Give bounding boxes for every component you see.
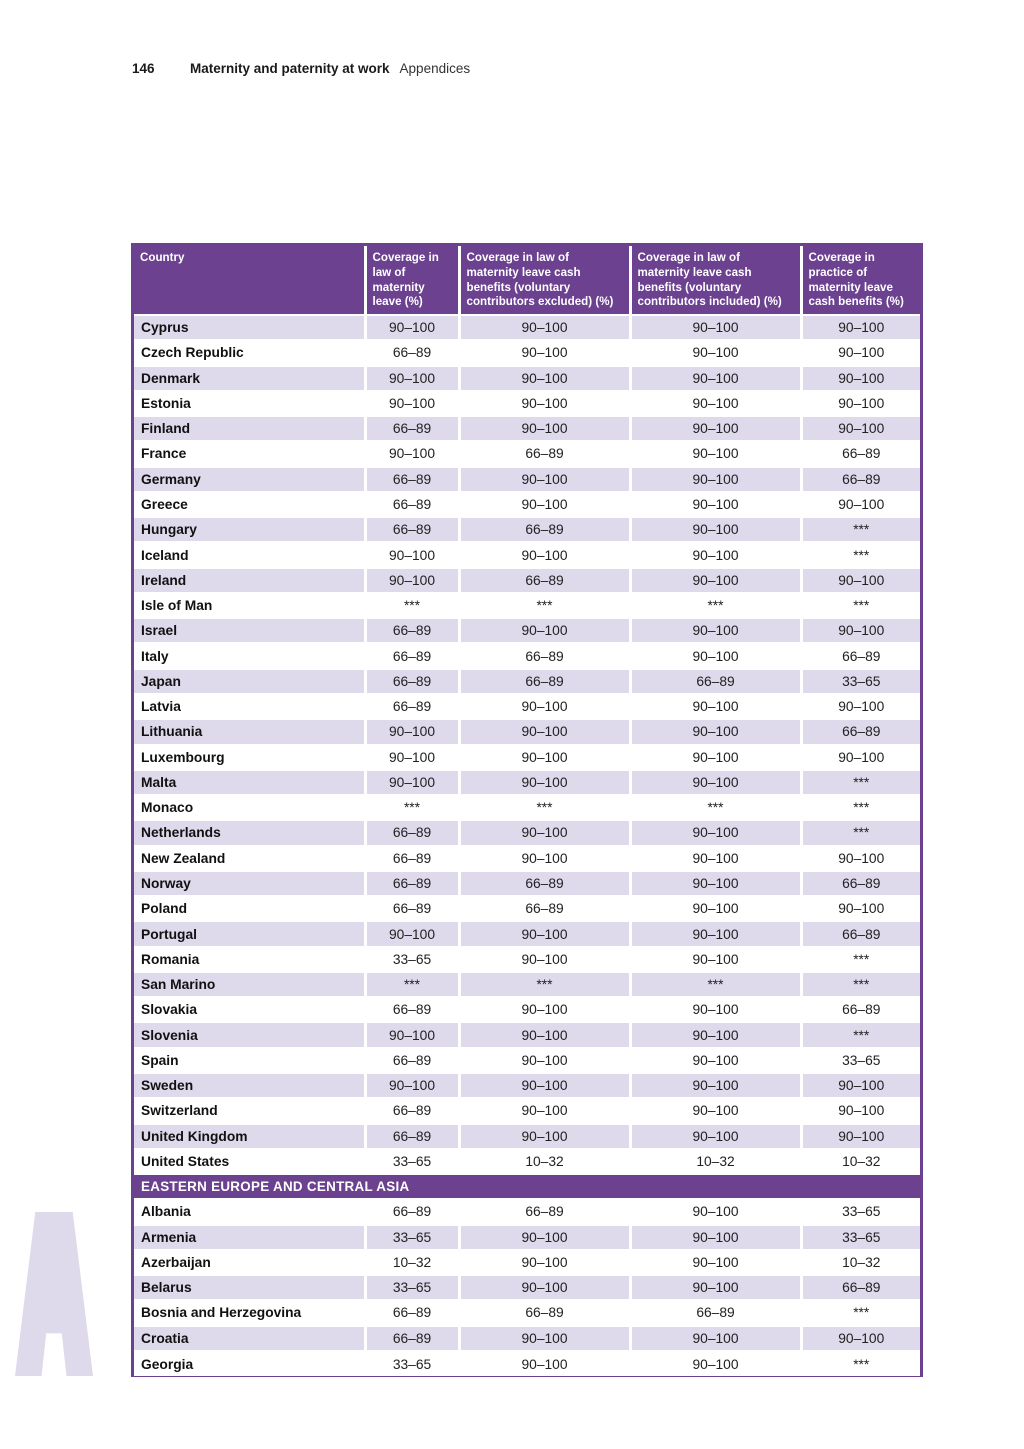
table-row [134, 921, 920, 946]
country-cell: Romania [134, 947, 365, 972]
table-row [134, 1225, 920, 1250]
country-cell: United States [134, 1149, 365, 1174]
coverage-law-leave-cell: 10–32 [365, 1250, 459, 1275]
coverage-practice-benefits-cell: 66–89 [801, 643, 920, 668]
coverage-law-benefits-excluded-cell: 90–100 [459, 492, 630, 517]
coverage-law-benefits-excluded-cell: *** [459, 795, 630, 820]
table-row [134, 947, 920, 972]
table-row [134, 669, 920, 694]
coverage-law-leave-cell: 66–89 [365, 997, 459, 1022]
coverage-law-benefits-included-cell: 90–100 [630, 441, 801, 466]
coverage-law-leave-cell: *** [365, 972, 459, 997]
coverage-law-leave-cell: 66–89 [365, 820, 459, 845]
coverage-practice-benefits-cell: 33–65 [801, 1225, 920, 1250]
country-cell: New Zealand [134, 846, 365, 871]
coverage-law-leave-cell: 90–100 [365, 542, 459, 567]
appendix-letter-graphic [15, 1212, 93, 1376]
country-cell: Poland [134, 896, 365, 921]
country-cell: Israel [134, 618, 365, 643]
table-row [134, 1073, 920, 1098]
table-row [134, 1351, 920, 1376]
coverage-law-leave-cell: 90–100 [365, 1073, 459, 1098]
country-cell: Iceland [134, 542, 365, 567]
coverage-law-benefits-excluded-cell: *** [459, 972, 630, 997]
table-row [134, 846, 920, 871]
section-name: Appendices [399, 61, 471, 76]
coverage-law-leave-cell: 66–89 [365, 1048, 459, 1073]
coverage-law-benefits-excluded-cell: 90–100 [459, 1351, 630, 1376]
coverage-law-benefits-included-cell: 90–100 [630, 492, 801, 517]
table-row [134, 795, 920, 820]
coverage-law-benefits-excluded-cell: 66–89 [459, 871, 630, 896]
coverage-practice-benefits-cell: *** [801, 795, 920, 820]
coverage-law-benefits-excluded-cell: 90–100 [459, 315, 630, 340]
table-row [134, 643, 920, 668]
coverage-law-leave-cell: 90–100 [365, 568, 459, 593]
country-cell: Azerbaijan [134, 1250, 365, 1275]
table-body [134, 315, 920, 1376]
coverage-law-leave-cell: 90–100 [365, 391, 459, 416]
coverage-law-benefits-excluded-cell: 66–89 [459, 1199, 630, 1224]
coverage-law-benefits-included-cell: 90–100 [630, 694, 801, 719]
coverage-practice-benefits-cell: 33–65 [801, 1048, 920, 1073]
coverage-law-leave-cell: 66–89 [365, 1098, 459, 1123]
coverage-law-benefits-excluded-cell: 66–89 [459, 441, 630, 466]
coverage-law-benefits-excluded-cell: 90–100 [459, 391, 630, 416]
coverage-law-leave-cell: 66–89 [365, 1199, 459, 1224]
coverage-law-benefits-included-cell: 90–100 [630, 366, 801, 391]
coverage-law-benefits-included-cell: 90–100 [630, 618, 801, 643]
coverage-law-benefits-included-cell: 90–100 [630, 846, 801, 871]
country-cell: Denmark [134, 366, 365, 391]
country-cell: Slovenia [134, 1022, 365, 1047]
coverage-practice-benefits-cell: 90–100 [801, 1073, 920, 1098]
coverage-law-benefits-included-cell: 90–100 [630, 871, 801, 896]
country-cell: Croatia [134, 1326, 365, 1351]
table-row [134, 416, 920, 441]
coverage-law-leave-cell: 66–89 [365, 694, 459, 719]
table-row [134, 972, 920, 997]
country-cell: Hungary [134, 517, 365, 542]
coverage-law-benefits-included-cell: 90–100 [630, 1098, 801, 1123]
header-coverage-law-benefits-included: Coverage in law of maternity leave cash benefits (voluntary contributors included) (%) [630, 246, 801, 315]
coverage-law-benefits-included-cell: 90–100 [630, 921, 801, 946]
coverage-law-benefits-included-cell: 90–100 [630, 391, 801, 416]
coverage-law-benefits-excluded-cell: 90–100 [459, 1275, 630, 1300]
coverage-law-benefits-included-cell: 90–100 [630, 517, 801, 542]
header-coverage-practice-benefits: Coverage in practice of maternity leave cash benefits (%) [801, 246, 920, 315]
coverage-law-leave-cell: 66–89 [365, 618, 459, 643]
country-cell: Germany [134, 467, 365, 492]
country-cell: Italy [134, 643, 365, 668]
coverage-law-benefits-excluded-cell: 66–89 [459, 896, 630, 921]
coverage-law-leave-cell: 66–89 [365, 467, 459, 492]
coverage-practice-benefits-cell: 90–100 [801, 694, 920, 719]
table-row [134, 1124, 920, 1149]
country-cell: Luxembourg [134, 745, 365, 770]
table-row [134, 896, 920, 921]
coverage-practice-benefits-cell: 90–100 [801, 315, 920, 340]
coverage-law-leave-cell: 33–65 [365, 1149, 459, 1174]
coverage-law-benefits-included-cell: 90–100 [630, 315, 801, 340]
coverage-practice-benefits-cell: 90–100 [801, 340, 920, 365]
coverage-law-benefits-included-cell: 90–100 [630, 416, 801, 441]
table-row [134, 315, 920, 340]
country-cell: Sweden [134, 1073, 365, 1098]
coverage-law-benefits-excluded-cell: 10–32 [459, 1149, 630, 1174]
coverage-law-benefits-included-cell: 10–32 [630, 1149, 801, 1174]
coverage-practice-benefits-cell: 90–100 [801, 366, 920, 391]
table-row [134, 1275, 920, 1300]
coverage-law-leave-cell: 90–100 [365, 719, 459, 744]
coverage-law-benefits-included-cell: 90–100 [630, 719, 801, 744]
coverage-law-benefits-included-cell: 90–100 [630, 997, 801, 1022]
table-row [134, 391, 920, 416]
coverage-law-benefits-included-cell: 90–100 [630, 568, 801, 593]
coverage-law-benefits-excluded-cell: 90–100 [459, 820, 630, 845]
coverage-law-benefits-included-cell: 90–100 [630, 467, 801, 492]
coverage-practice-benefits-cell: *** [801, 542, 920, 567]
country-cell: Belarus [134, 1275, 365, 1300]
coverage-practice-benefits-cell: 66–89 [801, 997, 920, 1022]
coverage-law-benefits-excluded-cell: 90–100 [459, 947, 630, 972]
coverage-law-leave-cell: 33–65 [365, 1275, 459, 1300]
region-label: EASTERN EUROPE AND CENTRAL ASIA [134, 1174, 920, 1199]
coverage-law-benefits-excluded-cell: 66–89 [459, 643, 630, 668]
coverage-practice-benefits-cell: 90–100 [801, 1326, 920, 1351]
coverage-practice-benefits-cell: *** [801, 1351, 920, 1376]
country-cell: Netherlands [134, 820, 365, 845]
coverage-law-benefits-included-cell: 90–100 [630, 820, 801, 845]
coverage-law-benefits-included-cell: 90–100 [630, 542, 801, 567]
country-cell: Norway [134, 871, 365, 896]
coverage-practice-benefits-cell: *** [801, 1022, 920, 1047]
coverage-law-benefits-excluded-cell: 90–100 [459, 1098, 630, 1123]
coverage-practice-benefits-cell: *** [801, 1300, 920, 1325]
coverage-practice-benefits-cell: 90–100 [801, 1098, 920, 1123]
coverage-law-leave-cell: 66–89 [365, 416, 459, 441]
coverage-law-leave-cell: 66–89 [365, 669, 459, 694]
coverage-practice-benefits-cell: 90–100 [801, 391, 920, 416]
coverage-practice-benefits-cell: 90–100 [801, 492, 920, 517]
coverage-law-benefits-included-cell: 90–100 [630, 1073, 801, 1098]
coverage-law-benefits-excluded-cell: 90–100 [459, 745, 630, 770]
table-row [134, 366, 920, 391]
coverage-law-benefits-excluded-cell: 90–100 [459, 1022, 630, 1047]
country-cell: Monaco [134, 795, 365, 820]
coverage-law-benefits-excluded-cell: 90–100 [459, 1073, 630, 1098]
table-row [134, 467, 920, 492]
table-row [134, 745, 920, 770]
country-cell: Bosnia and Herzegovina [134, 1300, 365, 1325]
coverage-law-benefits-excluded-cell: 90–100 [459, 997, 630, 1022]
coverage-law-leave-cell: 66–89 [365, 871, 459, 896]
coverage-practice-benefits-cell: 66–89 [801, 719, 920, 744]
table-row [134, 1199, 920, 1224]
coverage-law-benefits-excluded-cell: 90–100 [459, 340, 630, 365]
header-coverage-law-leave: Coverage in law of maternity leave (%) [365, 246, 459, 315]
coverage-practice-benefits-cell: 10–32 [801, 1149, 920, 1174]
coverage-law-benefits-included-cell: 90–100 [630, 643, 801, 668]
coverage-law-leave-cell: 33–65 [365, 947, 459, 972]
coverage-practice-benefits-cell: 90–100 [801, 745, 920, 770]
coverage-law-leave-cell: 66–89 [365, 896, 459, 921]
coverage-practice-benefits-cell: 90–100 [801, 416, 920, 441]
coverage-law-benefits-included-cell: 90–100 [630, 1250, 801, 1275]
coverage-practice-benefits-cell: 66–89 [801, 467, 920, 492]
country-cell: United Kingdom [134, 1124, 365, 1149]
coverage-law-benefits-excluded-cell: 90–100 [459, 618, 630, 643]
coverage-practice-benefits-cell: *** [801, 770, 920, 795]
coverage-law-benefits-excluded-cell: 66–89 [459, 568, 630, 593]
table-row [134, 568, 920, 593]
coverage-practice-benefits-cell: 66–89 [801, 871, 920, 896]
coverage-practice-benefits-cell: *** [801, 820, 920, 845]
country-cell: France [134, 441, 365, 466]
coverage-law-benefits-included-cell: 66–89 [630, 1300, 801, 1325]
coverage-law-benefits-included-cell: 90–100 [630, 1022, 801, 1047]
coverage-practice-benefits-cell: *** [801, 972, 920, 997]
coverage-law-leave-cell: 90–100 [365, 441, 459, 466]
table-row [134, 770, 920, 795]
coverage-law-leave-cell: 66–89 [365, 1124, 459, 1149]
coverage-practice-benefits-cell: 66–89 [801, 921, 920, 946]
coverage-law-leave-cell: *** [365, 795, 459, 820]
table-row [134, 542, 920, 567]
coverage-law-leave-cell: 90–100 [365, 1022, 459, 1047]
coverage-law-benefits-included-cell: 90–100 [630, 1124, 801, 1149]
coverage-law-leave-cell: 33–65 [365, 1225, 459, 1250]
coverage-law-leave-cell: 90–100 [365, 770, 459, 795]
country-cell: Czech Republic [134, 340, 365, 365]
country-cell: Isle of Man [134, 593, 365, 618]
table-row [134, 1149, 920, 1174]
table-row [134, 618, 920, 643]
coverage-practice-benefits-cell: *** [801, 517, 920, 542]
region-header-row [134, 1174, 920, 1199]
country-cell: Spain [134, 1048, 365, 1073]
coverage-law-benefits-excluded-cell: 90–100 [459, 1048, 630, 1073]
coverage-law-benefits-included-cell: 90–100 [630, 1351, 801, 1376]
header-coverage-law-benefits-excluded: Coverage in law of maternity leave cash benefits (voluntary contributors excluded) (%) [459, 246, 630, 315]
table-row [134, 1326, 920, 1351]
coverage-law-benefits-included-cell: 90–100 [630, 1199, 801, 1224]
coverage-practice-benefits-cell: *** [801, 593, 920, 618]
coverage-law-leave-cell: 90–100 [365, 745, 459, 770]
coverage-law-benefits-excluded-cell: 90–100 [459, 467, 630, 492]
table-row [134, 517, 920, 542]
coverage-law-benefits-included-cell: 90–100 [630, 896, 801, 921]
coverage-law-benefits-included-cell: 90–100 [630, 1326, 801, 1351]
coverage-law-leave-cell: *** [365, 593, 459, 618]
table-row [134, 1098, 920, 1123]
coverage-practice-benefits-cell: 10–32 [801, 1250, 920, 1275]
country-cell: San Marino [134, 972, 365, 997]
country-cell: Finland [134, 416, 365, 441]
table-row [134, 694, 920, 719]
coverage-law-benefits-excluded-cell: 90–100 [459, 770, 630, 795]
country-cell: Ireland [134, 568, 365, 593]
coverage-law-benefits-excluded-cell: 90–100 [459, 846, 630, 871]
coverage-practice-benefits-cell: 66–89 [801, 441, 920, 466]
coverage-law-benefits-excluded-cell: 90–100 [459, 921, 630, 946]
coverage-law-leave-cell: 90–100 [365, 366, 459, 391]
coverage-law-benefits-excluded-cell: 90–100 [459, 542, 630, 567]
table-row [134, 340, 920, 365]
country-cell: Armenia [134, 1225, 365, 1250]
coverage-law-benefits-excluded-cell: 66–89 [459, 517, 630, 542]
coverage-law-benefits-included-cell: 90–100 [630, 1275, 801, 1300]
coverage-practice-benefits-cell: 66–89 [801, 1275, 920, 1300]
country-cell: Estonia [134, 391, 365, 416]
table-row [134, 871, 920, 896]
table-row [134, 997, 920, 1022]
coverage-law-benefits-included-cell: 90–100 [630, 745, 801, 770]
table-row [134, 441, 920, 466]
coverage-practice-benefits-cell: 90–100 [801, 618, 920, 643]
coverage-law-benefits-included-cell: *** [630, 972, 801, 997]
coverage-law-benefits-excluded-cell: *** [459, 593, 630, 618]
country-cell: Cyprus [134, 315, 365, 340]
coverage-law-benefits-included-cell: 90–100 [630, 947, 801, 972]
coverage-law-benefits-included-cell: 66–89 [630, 669, 801, 694]
coverage-law-benefits-included-cell: *** [630, 593, 801, 618]
coverage-law-benefits-excluded-cell: 66–89 [459, 669, 630, 694]
coverage-law-leave-cell: 66–89 [365, 1326, 459, 1351]
coverage-law-benefits-included-cell: 90–100 [630, 340, 801, 365]
coverage-law-leave-cell: 33–65 [365, 1351, 459, 1376]
coverage-law-benefits-included-cell: *** [630, 795, 801, 820]
header-country: Country [134, 246, 365, 315]
table-row [134, 1250, 920, 1275]
coverage-law-benefits-excluded-cell: 90–100 [459, 1326, 630, 1351]
coverage-law-leave-cell: 66–89 [365, 492, 459, 517]
coverage-law-benefits-included-cell: 90–100 [630, 1225, 801, 1250]
coverage-practice-benefits-cell: 90–100 [801, 846, 920, 871]
coverage-table-frame [131, 243, 923, 1377]
coverage-law-benefits-excluded-cell: 90–100 [459, 1250, 630, 1275]
coverage-law-benefits-excluded-cell: 90–100 [459, 694, 630, 719]
coverage-law-benefits-included-cell: 90–100 [630, 770, 801, 795]
coverage-practice-benefits-cell: *** [801, 947, 920, 972]
coverage-practice-benefits-cell: 90–100 [801, 896, 920, 921]
coverage-practice-benefits-cell: 33–65 [801, 1199, 920, 1224]
coverage-law-leave-cell: 90–100 [365, 315, 459, 340]
coverage-law-benefits-excluded-cell: 90–100 [459, 719, 630, 744]
coverage-law-leave-cell: 66–89 [365, 340, 459, 365]
table-row [134, 820, 920, 845]
country-cell: Slovakia [134, 997, 365, 1022]
country-cell: Greece [134, 492, 365, 517]
table-row [134, 593, 920, 618]
coverage-law-leave-cell: 66–89 [365, 517, 459, 542]
country-cell: Switzerland [134, 1098, 365, 1123]
country-cell: Japan [134, 669, 365, 694]
coverage-law-leave-cell: 66–89 [365, 1300, 459, 1325]
coverage-law-benefits-excluded-cell: 90–100 [459, 416, 630, 441]
table-header-row [134, 246, 920, 315]
table-row [134, 492, 920, 517]
page-number: 146 [132, 61, 155, 76]
coverage-law-leave-cell: 66–89 [365, 643, 459, 668]
coverage-law-leave-cell: 66–89 [365, 846, 459, 871]
coverage-practice-benefits-cell: 33–65 [801, 669, 920, 694]
coverage-law-benefits-excluded-cell: 90–100 [459, 1124, 630, 1149]
country-cell: Portugal [134, 921, 365, 946]
country-cell: Malta [134, 770, 365, 795]
table-row [134, 1300, 920, 1325]
coverage-law-leave-cell: 90–100 [365, 921, 459, 946]
running-head [132, 60, 470, 78]
country-cell: Georgia [134, 1351, 365, 1376]
coverage-law-benefits-excluded-cell: 90–100 [459, 1225, 630, 1250]
coverage-law-benefits-excluded-cell: 90–100 [459, 366, 630, 391]
coverage-law-benefits-excluded-cell: 66–89 [459, 1300, 630, 1325]
coverage-practice-benefits-cell: 90–100 [801, 568, 920, 593]
coverage-practice-benefits-cell: 90–100 [801, 1124, 920, 1149]
country-cell: Albania [134, 1199, 365, 1224]
book-title: Maternity and paternity at work [190, 61, 390, 76]
table-row [134, 1022, 920, 1047]
table-row [134, 1048, 920, 1073]
country-cell: Latvia [134, 694, 365, 719]
coverage-law-benefits-included-cell: 90–100 [630, 1048, 801, 1073]
table-row [134, 719, 920, 744]
country-cell: Lithuania [134, 719, 365, 744]
coverage-table [134, 246, 920, 1376]
